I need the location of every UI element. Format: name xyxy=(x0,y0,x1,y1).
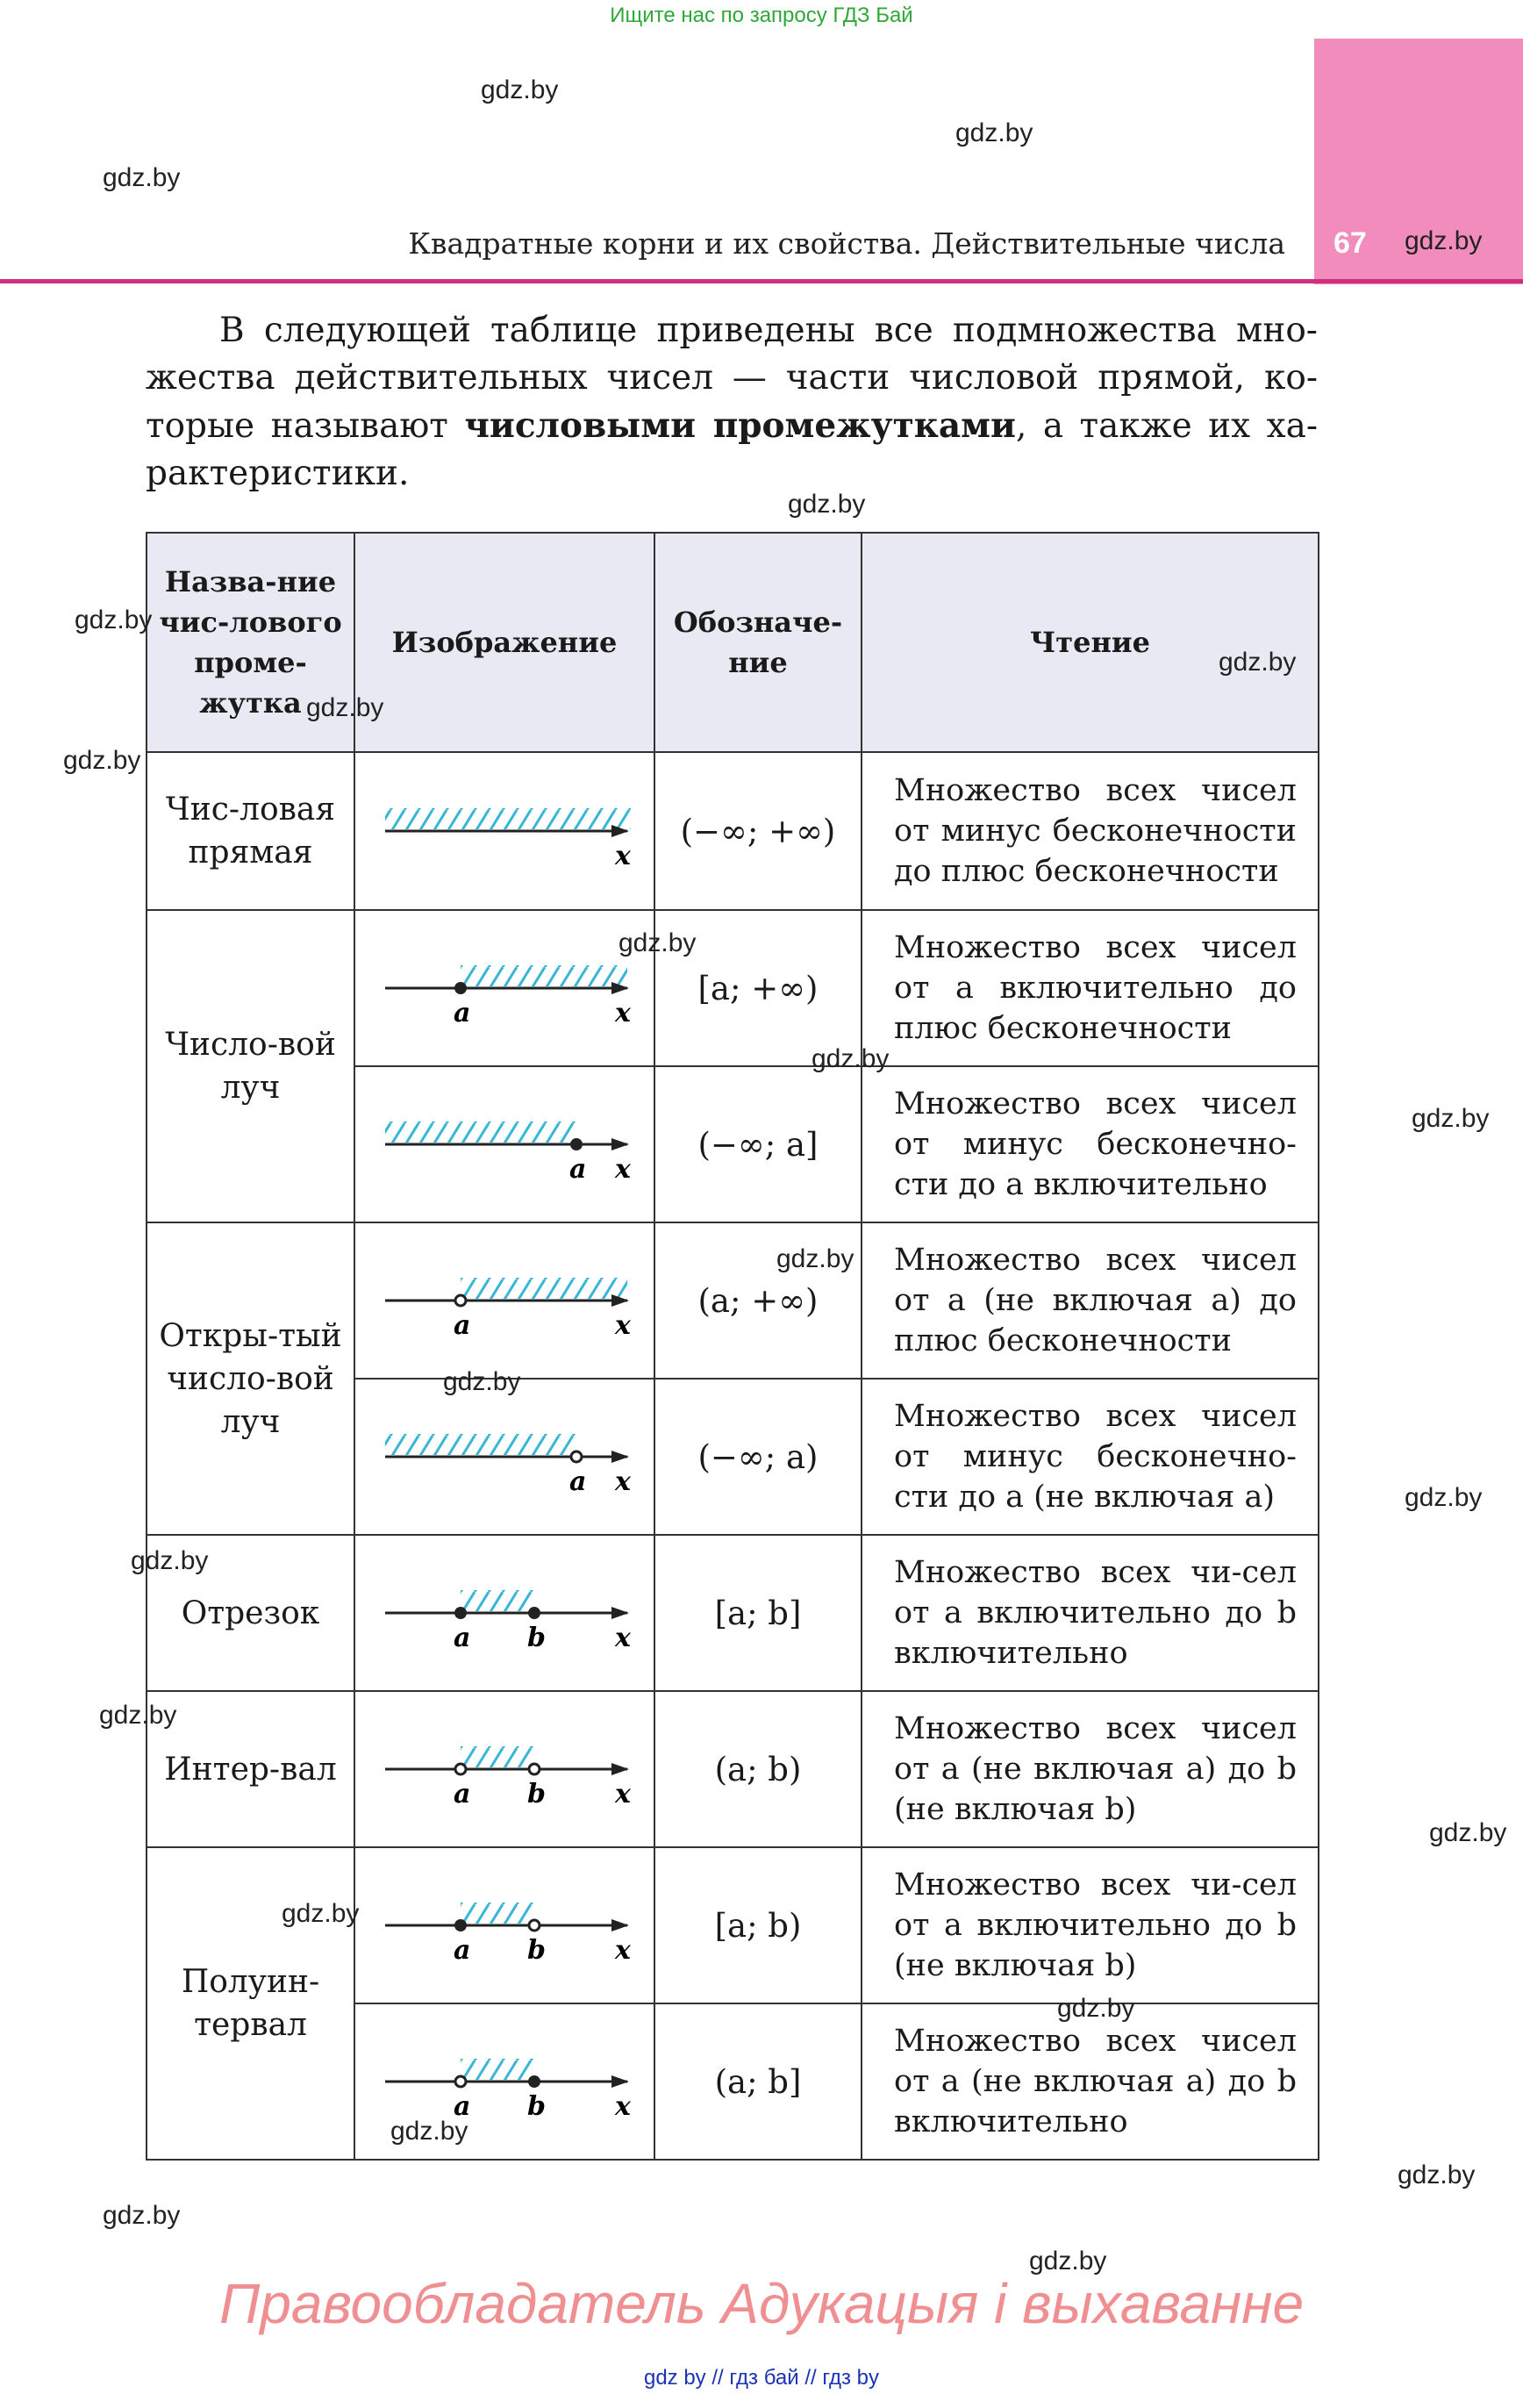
axis-label-x: x xyxy=(615,2091,631,2122)
hatched-region xyxy=(461,1903,534,1924)
axis-label-x: x xyxy=(615,1154,631,1185)
axis-label-b: b xyxy=(527,1623,546,1653)
interval-notation: (a; b] xyxy=(654,2003,862,2160)
interval-reading: Множество всех чисел от минус бесконечно-сти до a включительно xyxy=(862,1066,1319,1222)
watermark[interactable]: gdz.by xyxy=(812,1044,890,1073)
axis-arrow xyxy=(611,1919,629,1931)
interval-image xyxy=(354,1066,654,1222)
top-search-banner[interactable]: Ищите нас по запросу ГДЗ Бай xyxy=(610,4,913,27)
closed-point xyxy=(454,982,467,994)
table-row xyxy=(147,910,1319,1066)
closed-point xyxy=(528,1607,540,1619)
number-line-diagram xyxy=(373,1413,636,1501)
watermark[interactable]: gdz.by xyxy=(103,163,181,192)
closed-point xyxy=(570,1138,583,1150)
watermark[interactable]: gdz.by xyxy=(788,490,866,519)
interval-image xyxy=(354,910,654,1066)
interval-notation: (−∞; +∞) xyxy=(654,752,862,910)
number-line-diagram xyxy=(373,1257,636,1344)
axis-label-a: a xyxy=(454,1779,471,1810)
number-line-diagram xyxy=(373,1881,636,1969)
hatched-region xyxy=(461,965,627,986)
hatched-region xyxy=(461,1746,534,1767)
axis-arrow xyxy=(611,2075,629,2088)
watermark[interactable]: gdz.by xyxy=(306,693,384,722)
watermark[interactable]: gdz.by xyxy=(99,1701,177,1730)
watermark[interactable]: gdz.by xyxy=(1057,1994,1135,2023)
hatched-region xyxy=(385,1122,576,1143)
table-row xyxy=(147,1535,1319,1691)
watermark[interactable]: gdz.by xyxy=(1405,226,1483,255)
axis-label-x: x xyxy=(615,1779,631,1810)
hatched-region xyxy=(385,1434,576,1455)
number-line-diagram xyxy=(373,944,636,1032)
interval-reading: Множество всех чи-сел от a включительно до b (не включая b) xyxy=(862,1847,1319,2003)
number-line-diagram xyxy=(373,1100,636,1188)
interval-name: Полуин-тервал xyxy=(147,1847,354,2160)
axis-label-x: x xyxy=(615,1310,631,1341)
open-point xyxy=(455,1295,466,1306)
number-line-diagram xyxy=(373,2038,636,2125)
axis-label-a: a xyxy=(454,1623,471,1653)
running-head: Квадратные корни и их свойства. Действительные числа xyxy=(408,226,1285,261)
interval-image xyxy=(354,752,654,910)
open-point xyxy=(529,1920,540,1931)
watermark[interactable]: gdz.by xyxy=(63,746,141,775)
watermark[interactable]: gdz.by xyxy=(75,606,153,634)
axis-arrow xyxy=(611,1763,629,1775)
watermark[interactable]: gdz.by xyxy=(1029,2247,1107,2275)
intro-text-1: В следующей таблице приведены все подмножества мно-жества действительных чисел — части числовой прямой, ко-торые называют xyxy=(146,311,1318,446)
hatched-region xyxy=(461,2059,534,2080)
interval-reading: Множество всех чисел от a включительно до плюс бесконечности xyxy=(862,910,1319,1066)
axis-label-a: a xyxy=(454,1935,471,1966)
open-point xyxy=(571,1451,582,1462)
hatched-region xyxy=(385,808,631,829)
interval-image xyxy=(354,1847,654,2003)
interval-reading: Множество всех чисел от минус бесконечности до плюс бесконечности xyxy=(862,752,1319,910)
hatched-region xyxy=(461,1590,534,1611)
axis-label-x: x xyxy=(615,1935,631,1966)
axis-label-b: b xyxy=(527,1935,546,1966)
watermark[interactable]: gdz.by xyxy=(481,75,559,104)
interval-reading: Множество всех чисел от a (не включая a) до b (не включая b) xyxy=(862,1691,1319,1847)
intro-text-2: , а также их ха-рактеристики. xyxy=(146,406,1319,493)
open-point xyxy=(455,2076,466,2087)
watermark[interactable]: gdz.by xyxy=(1429,1818,1507,1847)
watermark[interactable]: gdz.by xyxy=(131,1546,209,1575)
watermark[interactable]: gdz.by xyxy=(955,118,1033,147)
open-point xyxy=(529,1764,540,1774)
watermark[interactable]: gdz.by xyxy=(282,1899,360,1928)
interval-notation: (a; +∞) xyxy=(654,1222,862,1379)
interval-notation: [a; b) xyxy=(654,1847,862,2003)
axis-arrow xyxy=(611,1451,629,1463)
watermark[interactable]: gdz.by xyxy=(776,1244,854,1273)
interval-notation: [a; +∞) xyxy=(654,910,862,1066)
interval-name: Чис-ловая прямая xyxy=(147,752,354,910)
intro-paragraph xyxy=(146,307,1318,498)
number-line-diagram xyxy=(373,1569,636,1657)
interval-image xyxy=(354,1535,654,1691)
header-image: Изображение xyxy=(354,533,654,752)
interval-notation: (a; b) xyxy=(654,1691,862,1847)
footer-links[interactable]: gdz by // гдз бай // гдз by xyxy=(643,2366,880,2390)
number-line-diagram xyxy=(373,787,636,875)
interval-notation: [a; b] xyxy=(654,1535,862,1691)
watermark[interactable]: gdz.by xyxy=(618,928,697,957)
axis-label-a: a xyxy=(569,1466,587,1497)
closed-point xyxy=(454,1919,467,1931)
header-reading: Чтение xyxy=(862,533,1319,752)
watermark[interactable]: gdz.by xyxy=(1398,2161,1476,2189)
interval-notation: (−∞; a) xyxy=(654,1379,862,1535)
page-number: 67 xyxy=(1334,226,1367,260)
watermark[interactable]: gdz.by xyxy=(1405,1483,1483,1512)
interval-reading: Множество всех чисел от a (не включая a) до плюс бесконечности xyxy=(862,1222,1319,1379)
interval-name: Откры-тый число-вой луч xyxy=(147,1222,354,1535)
number-line-diagram xyxy=(373,1725,636,1813)
closed-point xyxy=(528,2075,540,2088)
interval-reading: Множество всех чи-сел от a включительно до b включительно xyxy=(862,1535,1319,1691)
table-row xyxy=(147,1691,1319,1847)
interval-notation: (−∞; a] xyxy=(654,1066,862,1222)
table-row xyxy=(147,1222,1319,1379)
header-notation: Обозначе-ние xyxy=(654,533,862,752)
axis-arrow xyxy=(611,1138,629,1150)
interval-image xyxy=(354,1691,654,1847)
axis-label-a: a xyxy=(569,1154,587,1185)
axis-label-x: x xyxy=(615,1466,631,1497)
header-divider xyxy=(0,279,1523,283)
interval-reading: Множество всех чисел от минус бесконечно-сти до a (не включая a) xyxy=(862,1379,1319,1535)
interval-name: Число-вой луч xyxy=(147,910,354,1222)
copyright-notice: Правообладатель Адукацыя і выхаванне xyxy=(218,2272,1305,2335)
watermark[interactable]: gdz.by xyxy=(390,2117,468,2146)
table-row xyxy=(147,752,1319,910)
axis-arrow xyxy=(611,1607,629,1619)
interval-reading: Множество всех чисел от a (не включая a) до b включительно xyxy=(862,2003,1319,2160)
watermark[interactable]: gdz.by xyxy=(443,1367,521,1396)
header-name: Назва-ние чис-лового проме-жутка xyxy=(147,533,354,752)
intro-bold-term: числовыми промежутками xyxy=(464,405,1016,446)
axis-label-x: x xyxy=(615,998,631,1028)
interval-image xyxy=(354,1222,654,1379)
watermark[interactable]: gdz.by xyxy=(1412,1104,1490,1133)
interval-name: Отрезок xyxy=(147,1535,354,1691)
axis-label-a: a xyxy=(454,2091,471,2122)
axis-label-x: x xyxy=(615,1623,631,1653)
closed-point xyxy=(454,1607,467,1619)
interval-name: Интер-вал xyxy=(147,1691,354,1847)
axis-label-a: a xyxy=(454,998,471,1028)
interval-image xyxy=(354,1379,654,1535)
watermark[interactable]: gdz.by xyxy=(1219,648,1297,677)
axis-label-b: b xyxy=(527,2091,546,2122)
watermark[interactable]: gdz.by xyxy=(103,2201,181,2230)
axis-label-a: a xyxy=(454,1310,471,1341)
axis-label-x: x xyxy=(615,841,631,871)
hatched-region xyxy=(461,1278,627,1299)
open-point xyxy=(455,1764,466,1774)
axis-label-b: b xyxy=(527,1779,546,1810)
